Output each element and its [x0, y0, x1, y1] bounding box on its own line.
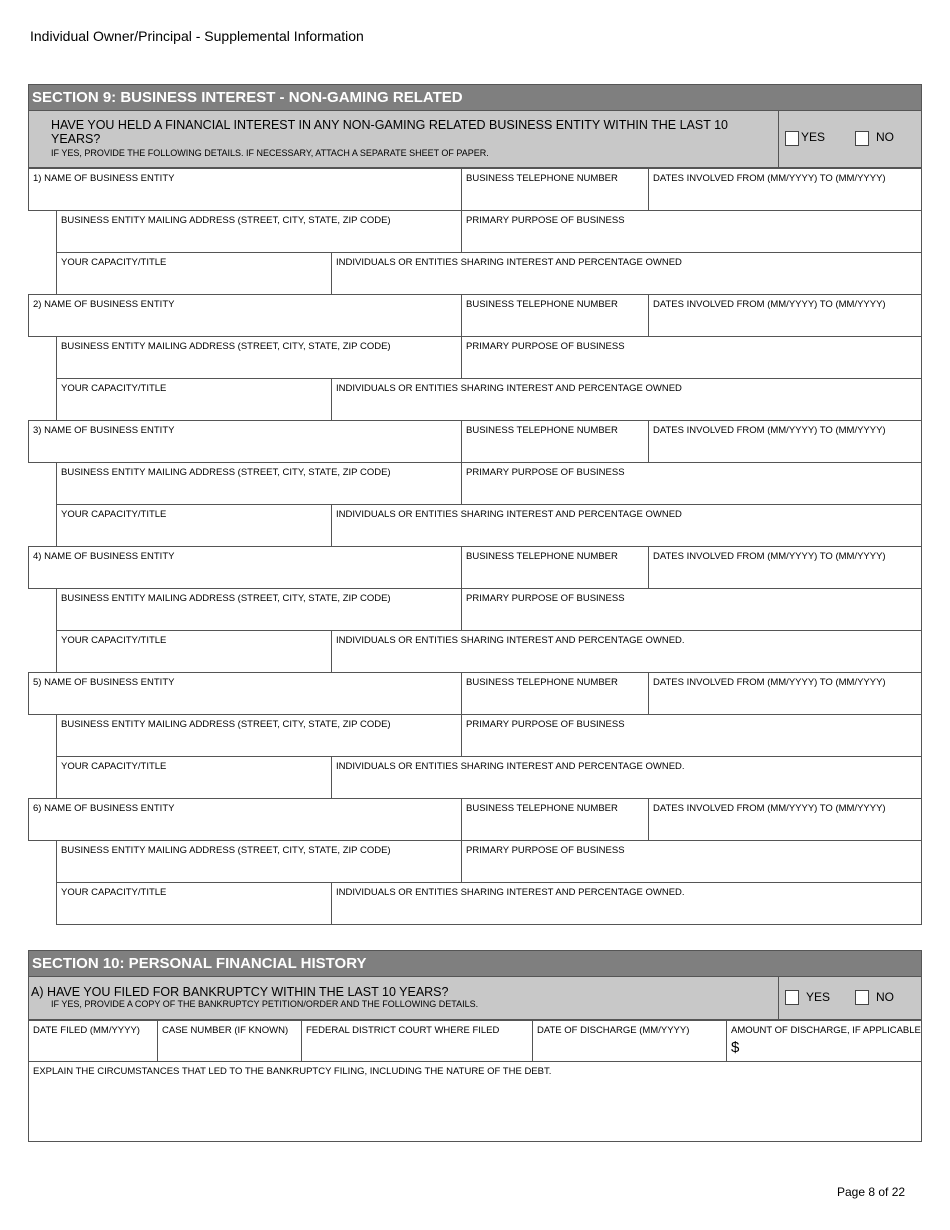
capacity-title-label: YOUR CAPACITY/TITLE: [61, 887, 167, 898]
primary-purpose-label: PRIMARY PURPOSE OF BUSINESS: [466, 593, 625, 604]
primary-purpose-label: PRIMARY PURPOSE OF BUSINESS: [466, 845, 625, 856]
court-field[interactable]: [301, 1020, 533, 1062]
business-name-field[interactable]: [28, 420, 462, 463]
primary-purpose-label: PRIMARY PURPOSE OF BUSINESS: [466, 719, 625, 730]
business-name-field[interactable]: [28, 798, 462, 841]
case-number-field[interactable]: [157, 1020, 302, 1062]
mailing-address-field[interactable]: [56, 588, 462, 631]
mailing-address-field[interactable]: [56, 336, 462, 379]
primary-purpose-label: PRIMARY PURPOSE OF BUSINESS: [466, 467, 625, 478]
capacity-title-field[interactable]: [56, 630, 332, 673]
primary-purpose-field[interactable]: [461, 336, 922, 379]
section-10-no-checkbox[interactable]: [855, 990, 869, 1005]
sharing-interest-field[interactable]: [331, 252, 922, 295]
discharge-amount-label: AMOUNT OF DISCHARGE, IF APPLICABLE: [731, 1025, 921, 1036]
business-name-field[interactable]: [28, 168, 462, 211]
business-phone-field[interactable]: [461, 294, 649, 337]
sharing-interest-label: INDIVIDUALS OR ENTITIES SHARING INTEREST AND PERCENTAGE OWNED.: [336, 887, 685, 898]
sharing-interest-label: INDIVIDUALS OR ENTITIES SHARING INTEREST AND PERCENTAGE OWNED: [336, 509, 682, 520]
discharge-date-label: DATE OF DISCHARGE (MM/YYYY): [537, 1025, 690, 1036]
section-9-yes-label: YES: [801, 130, 826, 144]
business-phone-label: BUSINESS TELEPHONE NUMBER: [466, 677, 618, 688]
mailing-address-label: BUSINESS ENTITY MAILING ADDRESS (STREET, CITY, STATE, ZIP CODE): [61, 719, 391, 730]
sharing-interest-label: INDIVIDUALS OR ENTITIES SHARING INTEREST AND PERCENTAGE OWNED: [336, 257, 682, 268]
business-name-field[interactable]: [28, 294, 462, 337]
mailing-address-label: BUSINESS ENTITY MAILING ADDRESS (STREET, CITY, STATE, ZIP CODE): [61, 341, 391, 352]
business-phone-field[interactable]: [461, 546, 649, 589]
capacity-title-label: YOUR CAPACITY/TITLE: [61, 257, 167, 268]
business-phone-field[interactable]: [461, 798, 649, 841]
business-name-label: 2) NAME OF BUSINESS ENTITY: [33, 299, 175, 310]
business-phone-label: BUSINESS TELEPHONE NUMBER: [466, 803, 618, 814]
business-phone-label: BUSINESS TELEPHONE NUMBER: [466, 551, 618, 562]
date-filed-label: DATE FILED (MM/YYYY): [33, 1025, 140, 1036]
sharing-interest-field[interactable]: [331, 630, 922, 673]
section-10-header: SECTION 10: PERSONAL FINANCIAL HISTORY: [28, 950, 922, 977]
mailing-address-label: BUSINESS ENTITY MAILING ADDRESS (STREET, CITY, STATE, ZIP CODE): [61, 215, 391, 226]
business-name-field[interactable]: [28, 546, 462, 589]
business-name-label: 5) NAME OF BUSINESS ENTITY: [33, 677, 175, 688]
sharing-interest-field[interactable]: [331, 882, 922, 925]
explain-label: EXPLAIN THE CIRCUMSTANCES THAT LED TO THE BANKRUPTCY FILING, INCLUDING THE NATURE OF THE DEBT.: [33, 1066, 552, 1077]
primary-purpose-label: PRIMARY PURPOSE OF BUSINESS: [466, 341, 625, 352]
section-10-yes-label: YES: [806, 990, 831, 1004]
capacity-title-label: YOUR CAPACITY/TITLE: [61, 761, 167, 772]
dates-involved-label: DATES INVOLVED FROM (MM/YYYY) TO (MM/YYYY): [653, 677, 886, 688]
section-9-no-checkbox[interactable]: [855, 131, 869, 146]
mailing-address-field[interactable]: [56, 840, 462, 883]
primary-purpose-field[interactable]: [461, 588, 922, 631]
case-number-label: CASE NUMBER (IF KNOWN): [162, 1025, 289, 1036]
mailing-address-field[interactable]: [56, 210, 462, 253]
capacity-title-field[interactable]: [56, 252, 332, 295]
section-9-yes-no: [778, 111, 921, 167]
sharing-interest-label: INDIVIDUALS OR ENTITIES SHARING INTEREST AND PERCENTAGE OWNED.: [336, 635, 685, 646]
primary-purpose-field[interactable]: [461, 840, 922, 883]
court-label: FEDERAL DISTRICT COURT WHERE FILED: [306, 1025, 500, 1036]
capacity-title-field[interactable]: [56, 504, 332, 547]
dates-involved-label: DATES INVOLVED FROM (MM/YYYY) TO (MM/YYYY): [653, 425, 886, 436]
dates-involved-label: DATES INVOLVED FROM (MM/YYYY) TO (MM/YYYY): [653, 299, 886, 310]
currency-symbol: $: [731, 1039, 740, 1056]
mailing-address-field[interactable]: [56, 462, 462, 505]
business-name-field[interactable]: [28, 672, 462, 715]
section-10-yes-checkbox[interactable]: [785, 990, 799, 1005]
dates-involved-field[interactable]: [648, 168, 922, 211]
business-phone-field[interactable]: [461, 420, 649, 463]
section-9-no-label: NO: [876, 130, 894, 144]
capacity-title-label: YOUR CAPACITY/TITLE: [61, 383, 167, 394]
dates-involved-field[interactable]: [648, 798, 922, 841]
business-phone-label: BUSINESS TELEPHONE NUMBER: [466, 425, 618, 436]
capacity-title-field[interactable]: [56, 756, 332, 799]
mailing-address-label: BUSINESS ENTITY MAILING ADDRESS (STREET, CITY, STATE, ZIP CODE): [61, 467, 391, 478]
section-10-yes-no: [778, 977, 921, 1019]
primary-purpose-field[interactable]: [461, 714, 922, 757]
primary-purpose-field[interactable]: [461, 462, 922, 505]
primary-purpose-field[interactable]: [461, 210, 922, 253]
section-9-instruction: IF YES, PROVIDE THE FOLLOWING DETAILS. IF NECESSARY, ATTACH A SEPARATE SHEET OF PAPER.: [51, 148, 489, 158]
sharing-interest-field[interactable]: [331, 378, 922, 421]
business-name-label: 1) NAME OF BUSINESS ENTITY: [33, 173, 175, 184]
discharge-amount-field[interactable]: [726, 1020, 922, 1062]
business-name-label: 6) NAME OF BUSINESS ENTITY: [33, 803, 175, 814]
page-number: Page 8 of 22: [837, 1185, 906, 1199]
section-9-question: HAVE YOU HELD A FINANCIAL INTEREST IN ANY NON-GAMING RELATED BUSINESS ENTITY WITHIN THE LAST 10 YEARS?: [51, 118, 729, 146]
business-name-label: 3) NAME OF BUSINESS ENTITY: [33, 425, 175, 436]
dates-involved-field[interactable]: [648, 420, 922, 463]
discharge-date-field[interactable]: [532, 1020, 727, 1062]
dates-involved-field[interactable]: [648, 294, 922, 337]
dates-involved-label: DATES INVOLVED FROM (MM/YYYY) TO (MM/YYYY): [653, 803, 886, 814]
business-phone-label: BUSINESS TELEPHONE NUMBER: [466, 173, 618, 184]
sharing-interest-field[interactable]: [331, 756, 922, 799]
capacity-title-label: YOUR CAPACITY/TITLE: [61, 635, 167, 646]
sharing-interest-field[interactable]: [331, 504, 922, 547]
business-phone-label: BUSINESS TELEPHONE NUMBER: [466, 299, 618, 310]
capacity-title-label: YOUR CAPACITY/TITLE: [61, 509, 167, 520]
document-title: Individual Owner/Principal - Supplemental Information: [30, 28, 364, 44]
date-filed-field[interactable]: [28, 1020, 158, 1062]
mailing-address-label: BUSINESS ENTITY MAILING ADDRESS (STREET, CITY, STATE, ZIP CODE): [61, 593, 391, 604]
business-phone-field[interactable]: [461, 168, 649, 211]
capacity-title-field[interactable]: [56, 378, 332, 421]
sharing-interest-label: INDIVIDUALS OR ENTITIES SHARING INTEREST AND PERCENTAGE OWNED: [336, 383, 682, 394]
section-10-no-label: NO: [876, 990, 894, 1004]
section-9-yes-checkbox[interactable]: [785, 131, 799, 146]
section-10-instruction: IF YES, PROVIDE A COPY OF THE BANKRUPTCY PETITION/ORDER AND THE FOLLOWING DETAILS.: [51, 999, 479, 1009]
capacity-title-field[interactable]: [56, 882, 332, 925]
business-name-label: 4) NAME OF BUSINESS ENTITY: [33, 551, 175, 562]
section-10-question: A) HAVE YOU FILED FOR BANKRUPTCY WITHIN THE LAST 10 YEARS?: [31, 985, 449, 999]
explain-field[interactable]: [28, 1061, 922, 1142]
business-phone-field[interactable]: [461, 672, 649, 715]
mailing-address-field[interactable]: [56, 714, 462, 757]
dates-involved-label: DATES INVOLVED FROM (MM/YYYY) TO (MM/YYYY): [653, 551, 886, 562]
section-10-question-box: [28, 977, 922, 1020]
dates-involved-field[interactable]: [648, 672, 922, 715]
primary-purpose-label: PRIMARY PURPOSE OF BUSINESS: [466, 215, 625, 226]
section-9-header: SECTION 9: BUSINESS INTEREST - NON-GAMING RELATED: [28, 84, 922, 111]
sharing-interest-label: INDIVIDUALS OR ENTITIES SHARING INTEREST AND PERCENTAGE OWNED.: [336, 761, 685, 772]
mailing-address-label: BUSINESS ENTITY MAILING ADDRESS (STREET, CITY, STATE, ZIP CODE): [61, 845, 391, 856]
section-9-question-box: [28, 111, 922, 168]
dates-involved-field[interactable]: [648, 546, 922, 589]
dates-involved-label: DATES INVOLVED FROM (MM/YYYY) TO (MM/YYYY): [653, 173, 886, 184]
